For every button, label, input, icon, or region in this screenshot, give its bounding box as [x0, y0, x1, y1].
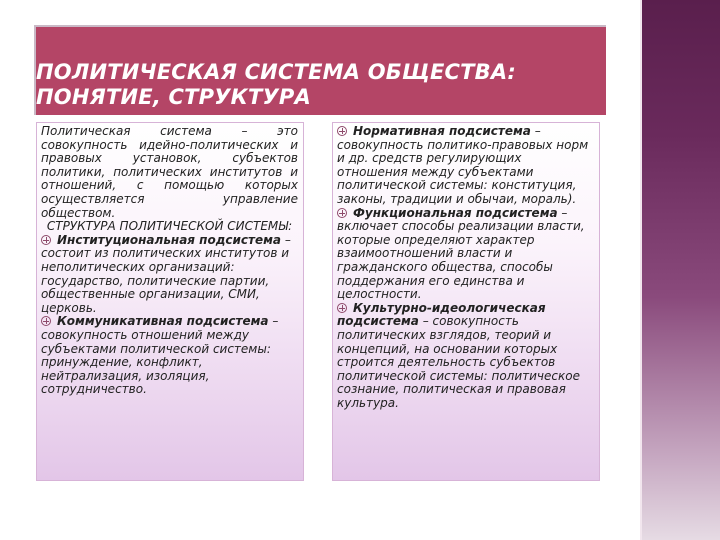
list-item-normative [337, 125, 594, 207]
list-item-communicative [41, 315, 298, 397]
list-item-functional [337, 207, 594, 302]
definition-text: – это совокупность идейно-политических и правовых установок, субъектов политики, политических институтов и отношений, с помощью которых осуществляется управление обществом. [41, 124, 298, 220]
left-text-panel [36, 122, 304, 481]
circle-plus-icon [337, 208, 347, 218]
item-term: Институциональная подсистема [57, 232, 282, 247]
item-term: Нормативная подсистема [353, 124, 531, 138]
item-text: – совокупность политико-правовых норм и др. средств регулирующих отношения между субъектами политической системы: конституция, законы, традиции и обычаи, мораль). [337, 124, 589, 206]
slide-title: ПОЛИТИЧЕСКАЯ СИСТЕМА ОБЩЕСТВА: ПОНЯТИЕ, СТРУКТУРА [36, 60, 516, 109]
list-item-institutional [41, 234, 298, 316]
definition-paragraph [41, 125, 298, 220]
circle-plus-icon [41, 316, 51, 326]
circle-plus-icon [41, 235, 51, 245]
circle-plus-icon [337, 126, 347, 136]
decorative-side-band [640, 0, 720, 540]
item-text: – совокупность отношений между субъектами политической системы: принуждение, конфликт, нейтрализация, изоляция, сотрудничество. [41, 314, 279, 397]
structure-heading: СТРУКТУРА ПОЛИТИЧЕСКОЙ СИСТЕМЫ: [46, 219, 293, 234]
definition-term: Политическая система [41, 124, 212, 138]
item-text: – состоит из политических институтов и неполитических организаций: государство, политические партии, общественные организации, СМИ, церковь. [41, 232, 291, 315]
item-term: Функциональная подсистема [353, 205, 558, 220]
item-term: Культурно-идеологическая подсистема [337, 300, 546, 329]
right-text-panel [332, 122, 600, 481]
item-term: Коммуникативная подсистема [57, 314, 269, 329]
item-text: – совокупность политических взглядов, теорий и концепций, на основании которых строится деятельность субъектов политической системы: политическое сознание, политическая и правовая культура. [337, 314, 580, 410]
item-text: – включает способы реализации власти, которые определяют характер взаимоотношений власти и гражданского общества, способы поддержания его единства и целостности. [337, 205, 585, 302]
circle-plus-icon [337, 303, 347, 313]
list-item-cultural-ideological [337, 302, 594, 411]
